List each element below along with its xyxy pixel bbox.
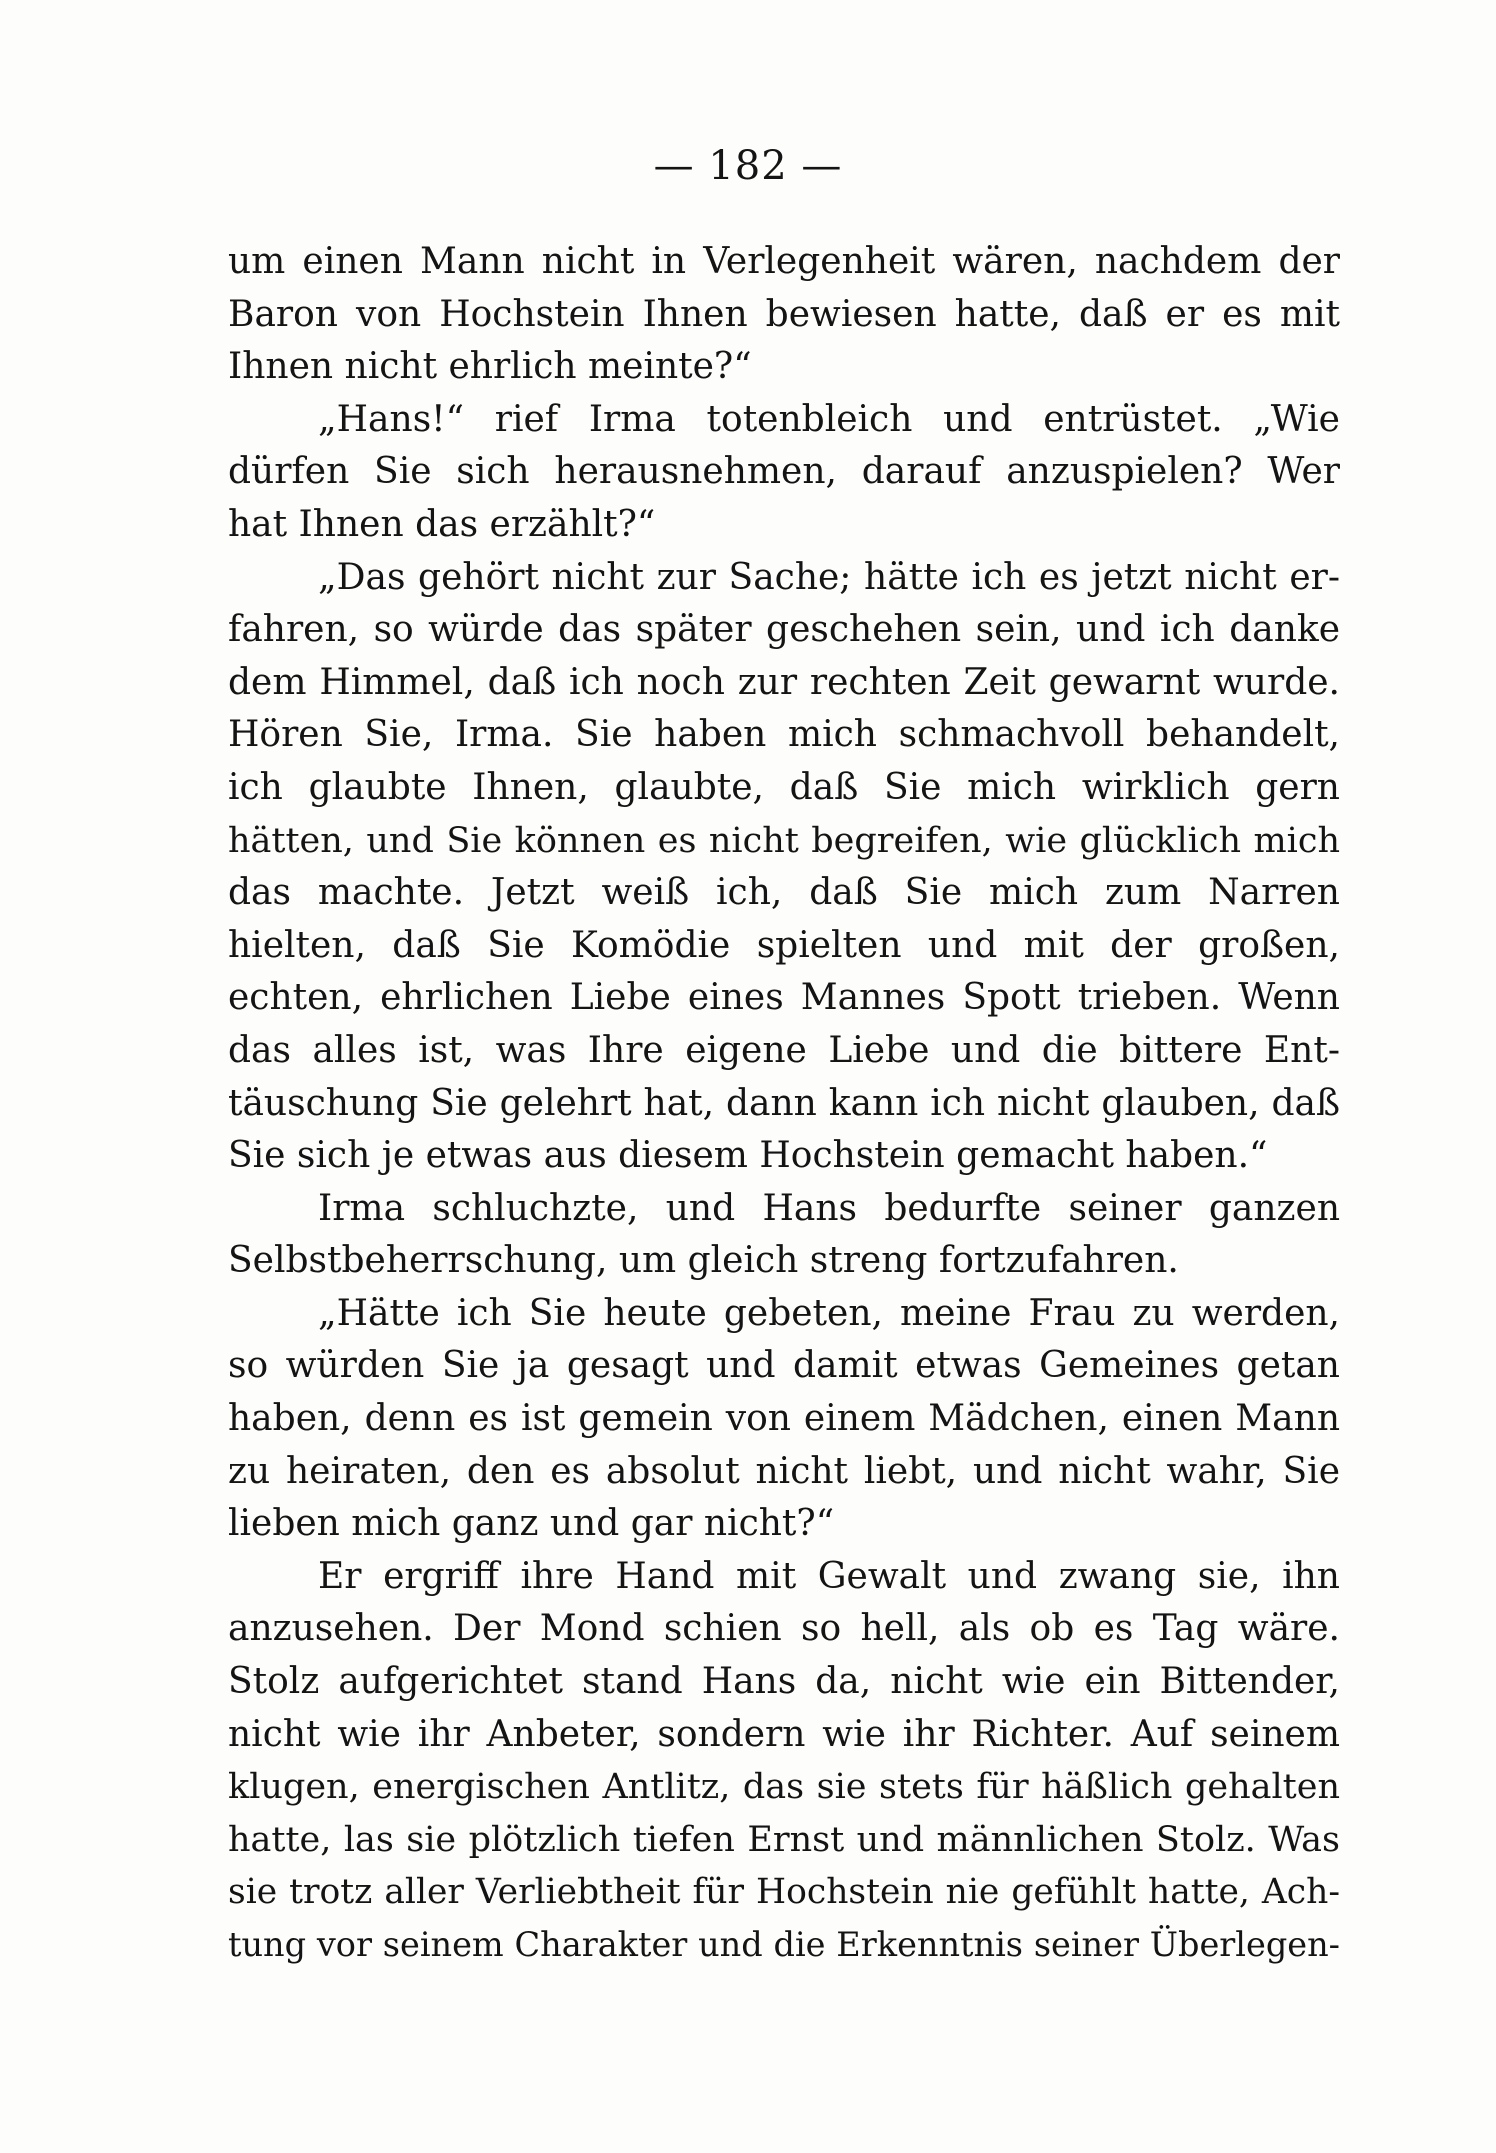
text-line: ich glaubte Ihnen, glaubte, daß Sie mich wirklich gern xyxy=(228,766,1340,808)
text-line: „Hans!“ rief Irma totenbleich und entrüstet. „Wie xyxy=(318,398,1340,440)
text-line: fahren, so würde das später geschehen sein, und ich danke xyxy=(228,609,1340,651)
text-line: hielten, daß Sie Komödie spielten und mit der großen, xyxy=(228,924,1340,966)
text-line: anzusehen. Der Mond schien so hell, als ob es Tag wäre. xyxy=(228,1608,1340,1650)
text-line: um einen Mann nicht in Verlegenheit wären, nachdem der xyxy=(228,241,1340,282)
text-line: „Hätte ich Sie heute gebeten, meine Frau zu werden, xyxy=(318,1292,1340,1334)
text-line: dem Himmel, daß ich noch zur rechten Zeit gewarnt wurde. xyxy=(228,661,1340,703)
text-line: klugen, energischen Antlitz, das sie stets für häßlich gehalten xyxy=(228,1767,1340,1808)
text-line: Er ergriff ihre Hand mit Gewalt und zwang sie, ihn xyxy=(318,1555,1340,1597)
text-line: das machte. Jetzt weiß ich, daß Sie mich zum Narren xyxy=(228,872,1340,914)
text-line: Sie sich je etwas aus diesem Hochstein gemacht haben.“ xyxy=(228,1135,1268,1177)
text-line: haben, denn es ist gemein von einem Mädchen, einen Mann xyxy=(228,1398,1340,1440)
text-line: Selbstbeherrschung, um gleich streng fortzufahren. xyxy=(228,1240,1179,1282)
text-line: nicht wie ihr Anbeter, sondern wie ihr Richter. Auf seinem xyxy=(228,1713,1340,1755)
text-line: echten, ehrlichen Liebe eines Mannes Spott trieben. Wenn xyxy=(228,977,1340,1019)
text-line: so würden Sie ja gesagt und damit etwas Gemeines getan xyxy=(228,1345,1340,1387)
text-line: hätten, und Sie können es nicht begreifen, wie glücklich mich xyxy=(228,820,1340,861)
text-line: „Das gehört nicht zur Sache; hätte ich es jetzt nicht er- xyxy=(318,556,1340,598)
text-line: das alles ist, was Ihre eigene Liebe und die bittere Ent- xyxy=(228,1029,1340,1071)
body-text xyxy=(228,236,1340,1972)
text-line: zu heiraten, den es absolut nicht liebt, und nicht wahr, Sie xyxy=(228,1450,1340,1492)
text-line: Irma schluchzte, und Hans bedurfte seiner ganzen xyxy=(318,1187,1340,1229)
text-line: Ihnen nicht ehrlich meinte?“ xyxy=(228,346,752,388)
text-line: lieben mich ganz und gar nicht?“ xyxy=(228,1503,835,1545)
text-line: hat Ihnen das erzählt?“ xyxy=(228,503,656,545)
text-line: tung vor seinem Charakter und die Erkenntnis seiner Überlegen- xyxy=(228,1925,1340,1964)
text-line: Hören Sie, Irma. Sie haben mich schmachvoll behandelt, xyxy=(228,714,1340,756)
text-line: Stolz aufgerichtet stand Hans da, nicht wie ein Bittender, xyxy=(228,1661,1340,1703)
text-line: täuschung Sie gelehrt hat, dann kann ich nicht glauben, daß xyxy=(228,1082,1340,1124)
text-line: hatte, las sie plötzlich tiefen Ernst und männlichen Stolz. Was xyxy=(228,1819,1340,1860)
text-line: dürfen Sie sich herausnehmen, darauf anzuspielen? Wer xyxy=(228,451,1340,493)
page-number: — 182 — xyxy=(653,143,843,189)
text-line: Baron von Hochstein Ihnen bewiesen hatte, daß er es mit xyxy=(228,293,1340,335)
text-line: sie trotz aller Verliebtheit für Hochstein nie gefühlt hatte, Ach- xyxy=(228,1872,1340,1913)
